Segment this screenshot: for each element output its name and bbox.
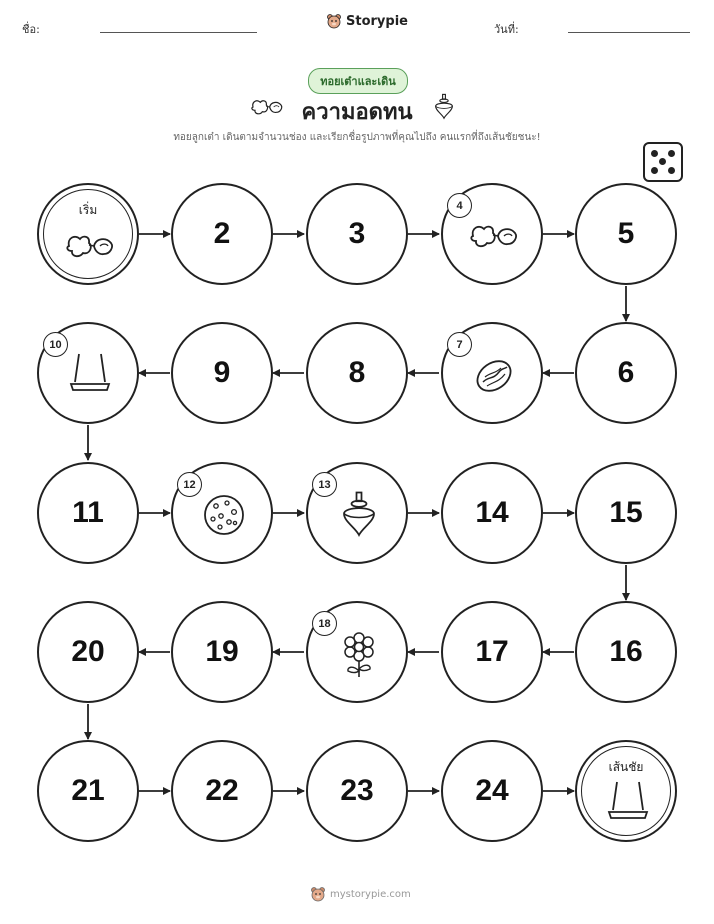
cell-number: 6: [617, 356, 635, 389]
cell-number: 22: [205, 774, 239, 807]
swing-icon: [603, 778, 653, 828]
footer-url[interactable]: mystorypie.com: [330, 888, 411, 900]
cell-number: 16: [609, 635, 643, 668]
board-cell-12[interactable]: [171, 462, 273, 564]
cell-number: 17: [475, 635, 509, 668]
cell-number-badge: 10: [43, 332, 68, 357]
board-cell-finish[interactable]: [575, 740, 677, 842]
board-cell-10[interactable]: [37, 322, 139, 424]
cell-number-badge: 12: [177, 472, 202, 497]
board-cell-3[interactable]: [306, 183, 408, 285]
cell-number: 15: [609, 496, 643, 529]
board-cell-2[interactable]: [171, 183, 273, 285]
board-cell-24[interactable]: [441, 740, 543, 842]
cell-number-badge: 7: [447, 332, 472, 357]
footer: [310, 886, 411, 902]
cell-number: 8: [348, 356, 366, 389]
board-cell-18[interactable]: [306, 601, 408, 703]
board-cell-22[interactable]: [171, 740, 273, 842]
name-label: ชื่อ:: [22, 23, 40, 36]
instructions-text: ทอยลูกเต๋า เดินตามจำนวนช่อง และเรียกชื่อรูปภาพที่คุณไปถึง คนแรกที่ถึงเส้นชัยชนะ!: [173, 132, 541, 143]
board-cell-16[interactable]: [575, 601, 677, 703]
cell-number-badge: 18: [312, 611, 337, 636]
board-cell-13[interactable]: [306, 462, 408, 564]
flower-icon: [334, 629, 384, 679]
cell-number: 11: [72, 496, 104, 529]
board-cell-15[interactable]: [575, 462, 677, 564]
cell-number: 21: [71, 774, 105, 807]
cell-number: 5: [617, 217, 635, 250]
cell-number: 3: [348, 217, 366, 250]
board-cell-17[interactable]: [441, 601, 543, 703]
swing-icon: [65, 350, 115, 400]
start-label: เริ่ม: [78, 203, 98, 217]
board-cell-7[interactable]: [441, 322, 543, 424]
date-label: วันที่:: [494, 23, 519, 36]
board-cell-23[interactable]: [306, 740, 408, 842]
cell-number-badge: 13: [312, 472, 337, 497]
cell-number: 20: [71, 635, 105, 668]
cell-number: 19: [205, 635, 239, 668]
cell-number: 24: [475, 774, 509, 807]
board-cell-21[interactable]: [37, 740, 139, 842]
board-cell-19[interactable]: [171, 601, 273, 703]
cell-number: 23: [340, 774, 374, 807]
board-cell-11[interactable]: [37, 462, 139, 564]
board-cell-14[interactable]: [441, 462, 543, 564]
peanut-icon: [469, 211, 519, 261]
cell-number-badge: 4: [447, 193, 472, 218]
page-title: ความอดทน: [301, 100, 413, 125]
cell-number: 14: [475, 496, 509, 529]
coffee-bean-icon: [469, 350, 519, 400]
activity-badge: ทอยเต๋าและเดิน: [308, 68, 408, 94]
board-cell-5[interactable]: [575, 183, 677, 285]
board-cell-start[interactable]: [37, 183, 139, 285]
finish-label: เส้นชัย: [608, 760, 644, 774]
board-cell-6[interactable]: [575, 322, 677, 424]
peanut-icon: [65, 221, 115, 271]
bear-logo-icon: [310, 886, 326, 902]
cell-number: 9: [213, 356, 231, 389]
board-cell-9[interactable]: [171, 322, 273, 424]
board-cell-20[interactable]: [37, 601, 139, 703]
cell-number: 2: [213, 217, 231, 250]
spinning-top-icon: [334, 490, 384, 540]
cookie-icon: [199, 490, 249, 540]
board-cell-4[interactable]: [441, 183, 543, 285]
brand-name: Storypie: [346, 13, 408, 29]
board-cell-8[interactable]: [306, 322, 408, 424]
